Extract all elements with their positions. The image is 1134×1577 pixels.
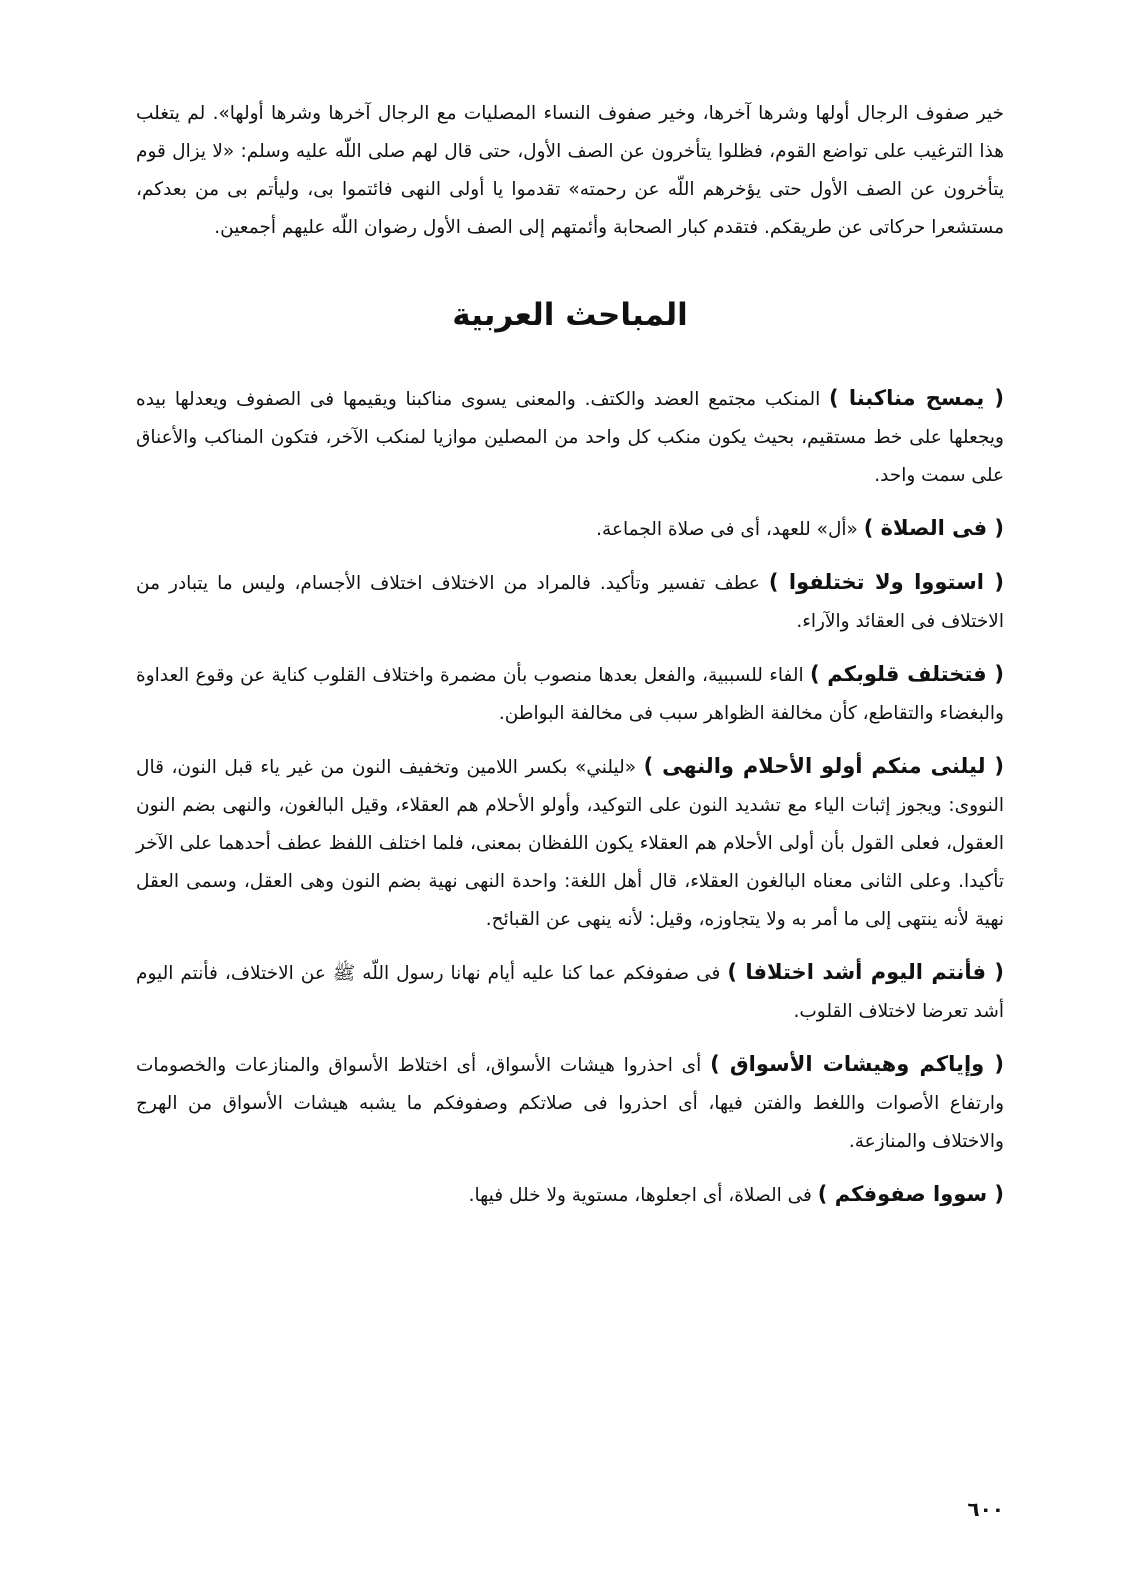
entry-paragraph bbox=[136, 1045, 1004, 1161]
entry-text: «ليلني» بكسر اللامين وتخفيف النون من غير ياء قبل النون، قال النووى: ويجوز إثبات الياء مع تشديد النون على التوكيد، وأولو الأحلام هم العقلاء، وقيل البالغون، والنهى بضم النون العقول، فعلى القول بأن أولى الأحلام هم العقلاء يكون اللفظان بمعنى، فلما اختلف اللفظ عطف أحدهما على الآخر تأكيدا. وعلى الثانى معناه البالغون العقلاء، قال أهل اللغة: واحدة النهى نهية بضم النون وهى العقل، وسمى العقل نهية لأنه ينتهى إلى ما أمر به ولا يتجاوزه، وقيل: لأنه ينهى عن القبائح. bbox=[136, 757, 1004, 930]
entry-term: ( ليلنى منكم أولو الأحلام والنهى ) bbox=[643, 754, 1005, 778]
entry-paragraph bbox=[136, 747, 1004, 939]
entry-paragraph bbox=[136, 563, 1004, 641]
entry-text: المنكب مجتمع العضد والكتف. والمعنى يسوى مناكبنا ويقيمها فى الصفوف ويعدلها بيده ويجعلها على خط مستقيم، بحيث يكون منكب كل واحد من المصلين موازيا لمنكب الآخر، فتكون المناكب والأعناق على سمت واحد. bbox=[136, 389, 1004, 486]
entry-term: ( سووا صفوفكم ) bbox=[817, 1182, 1004, 1206]
entry-term: ( فتختلف قلوبكم ) bbox=[809, 662, 1004, 686]
entry-text: أى احذروا هيشات الأسواق، أى اختلاط الأسواق والمنازعات والخصومات وارتفاع الأصوات واللغط والفتن فيها، أى احذروا فى صلاتكم وصفوفكم ما يشبه هيشات الأسواق من الهرج والاختلاف والمنازعة. bbox=[136, 1055, 1004, 1152]
entry-term: ( فى الصلاة ) bbox=[863, 516, 1004, 540]
entry-text: عطف تفسير وتأكيد. فالمراد من الاختلاف اختلاف الأجسام، وليس ما يتبادر من الاختلاف فى العقائد والآراء. bbox=[136, 573, 1004, 632]
entry-text: «أل» للعهد، أى فى صلاة الجماعة. bbox=[596, 519, 864, 540]
entry-term: ( يمسح مناكبنا ) bbox=[829, 386, 1004, 410]
entry-paragraph bbox=[136, 379, 1004, 495]
page-number: ٦٠٠ bbox=[967, 1497, 1004, 1521]
entry-term: ( استووا ولا تختلفوا ) bbox=[768, 570, 1004, 594]
entry-term: ( وإياكم وهيشات الأسواق ) bbox=[710, 1052, 1005, 1076]
entry-paragraph bbox=[136, 655, 1004, 733]
entry-text: فى الصلاة، أى اجعلوها، مستوية ولا خلل فيها. bbox=[468, 1185, 818, 1206]
section-heading: المباحث العربية bbox=[452, 297, 688, 333]
entry-text: الفاء للسببية، والفعل بعدها منصوب بأن مضمرة واختلاف القلوب كناية عن وقوع العداوة والبغضاء والتقاطع، كأن مخالفة الظواهر سبب فى مخالفة البواطن. bbox=[136, 665, 1004, 724]
entry-paragraph bbox=[136, 953, 1004, 1031]
entry-term: ( فأنتم اليوم أشد اختلافا ) bbox=[727, 960, 1004, 984]
entry-paragraph bbox=[136, 509, 1004, 549]
entry-text: فى صفوفكم عما كنا عليه أيام نهانا رسول اللّه ﷺ عن الاختلاف، فأنتم اليوم أشد تعرضا لاختلاف القلوب. bbox=[136, 963, 1004, 1022]
page-body bbox=[136, 95, 1004, 1229]
entry-paragraph bbox=[136, 1175, 1004, 1215]
intro-paragraph: خير صفوف الرجال أولها وشرها آخرها، وخير صفوف النساء المصليات مع الرجال آخرها وشرها أولها». لم يتغلب هذا الترغيب على تواضع القوم، فظلوا يتأخرون عن الصف الأول، حتى قال لهم صلى اللّه عليه وسلم: «لا يزال قوم يتأخرون عن الصف الأول حتى يؤخرهم اللّه عن رحمته» تقدموا يا أولى النهى فائتموا بى، وليأتم بى من بعدكم، مستشعرا حركاتى عن طريقكم. فتقدم كبار الصحابة وأئمتهم إلى الصف الأول رضوان اللّه عليهم أجمعين. bbox=[136, 103, 1004, 238]
